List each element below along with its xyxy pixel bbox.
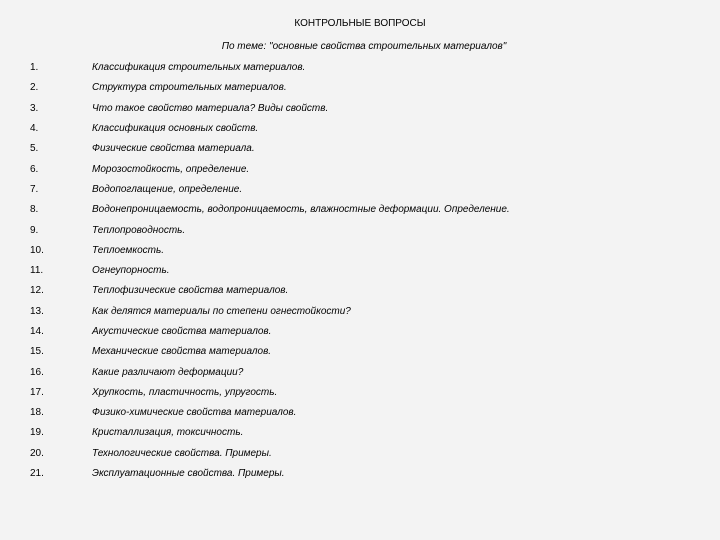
question-text: Теплофизические свойства материалов. [92,285,289,297]
list-item [30,362,700,382]
question-number: 1. [30,62,39,74]
question-text: Как делятся материалы по степени огнестойкости? [92,305,351,317]
list-item [30,444,700,464]
list-item [30,464,700,484]
list-item [30,220,700,240]
list-item [30,383,700,403]
list-item [30,281,700,301]
list-item [30,58,700,78]
question-number: 15. [30,346,44,358]
question-number: 3. [30,102,39,114]
question-text: Эксплуатационные свойства. Примеры. [92,468,285,480]
list-item [30,403,700,423]
question-text: Водопоглащение, определение. [92,183,243,195]
question-text: Структура строительных материалов. [92,82,287,94]
question-text: Физические свойства материала. [92,143,255,155]
question-number: 7. [30,183,39,195]
question-text: Огнеупорность. [92,265,170,277]
questions-list [30,58,700,484]
list-item [30,322,700,342]
question-number: 10. [30,244,44,256]
page-title: КОНТРОЛЬНЫЕ ВОПРОСЫ [294,18,426,29]
question-text: Теплопроводность. [92,224,186,236]
question-text: Морозостойкость, определение. [92,163,250,175]
question-number: 12. [30,285,44,297]
list-item [30,200,700,220]
list-item [30,159,700,179]
question-number: 9. [30,224,39,236]
list-item [30,302,700,322]
question-number: 8. [30,204,39,216]
question-number: 2. [30,82,39,94]
question-text: Классификация строительных материалов. [92,62,306,74]
list-item [30,139,700,159]
list-item [30,119,700,139]
question-text: Технологические свойства. Примеры. [92,447,272,459]
question-text: Классификация основных свойств. [92,123,259,135]
question-text: Кристаллизация, токсичность. [92,427,244,439]
question-number: 18. [30,407,44,419]
question-text: Водонепроницаемость, водопроницаемость, влажностные деформации. Определение. [92,204,510,216]
list-item [30,261,700,281]
question-text: Хрупкость, пластичность, упругость. [92,386,278,398]
question-number: 20. [30,447,44,459]
question-text: Механические свойства материалов. [92,346,272,358]
list-item [30,78,700,98]
question-number: 11. [30,265,44,277]
question-number: 14. [30,326,44,337]
list-item [30,423,700,443]
question-number: 21. [30,468,44,480]
question-number: 5. [30,143,39,155]
list-item [30,180,700,200]
question-text: Что такое свойство материала? Виды свойств. [92,102,329,114]
question-text: Какие различают деформации? [92,366,244,378]
question-number: 19. [30,427,44,439]
list-item [30,241,700,261]
list-item [30,99,700,119]
question-number: 13. [30,305,44,317]
question-number: 4. [30,123,39,135]
list-item [30,342,700,362]
question-text: Физико-химические свойства материалов. [92,407,297,419]
question-text: Акустические свойства материалов. [92,326,272,337]
question-text: Теплоемкость. [92,244,164,256]
page-subtitle: По теме: "основные свойства строительных материалов" [221,41,507,52]
question-number: 16. [30,366,44,378]
question-number: 6. [30,163,39,175]
question-number: 17. [30,386,44,398]
